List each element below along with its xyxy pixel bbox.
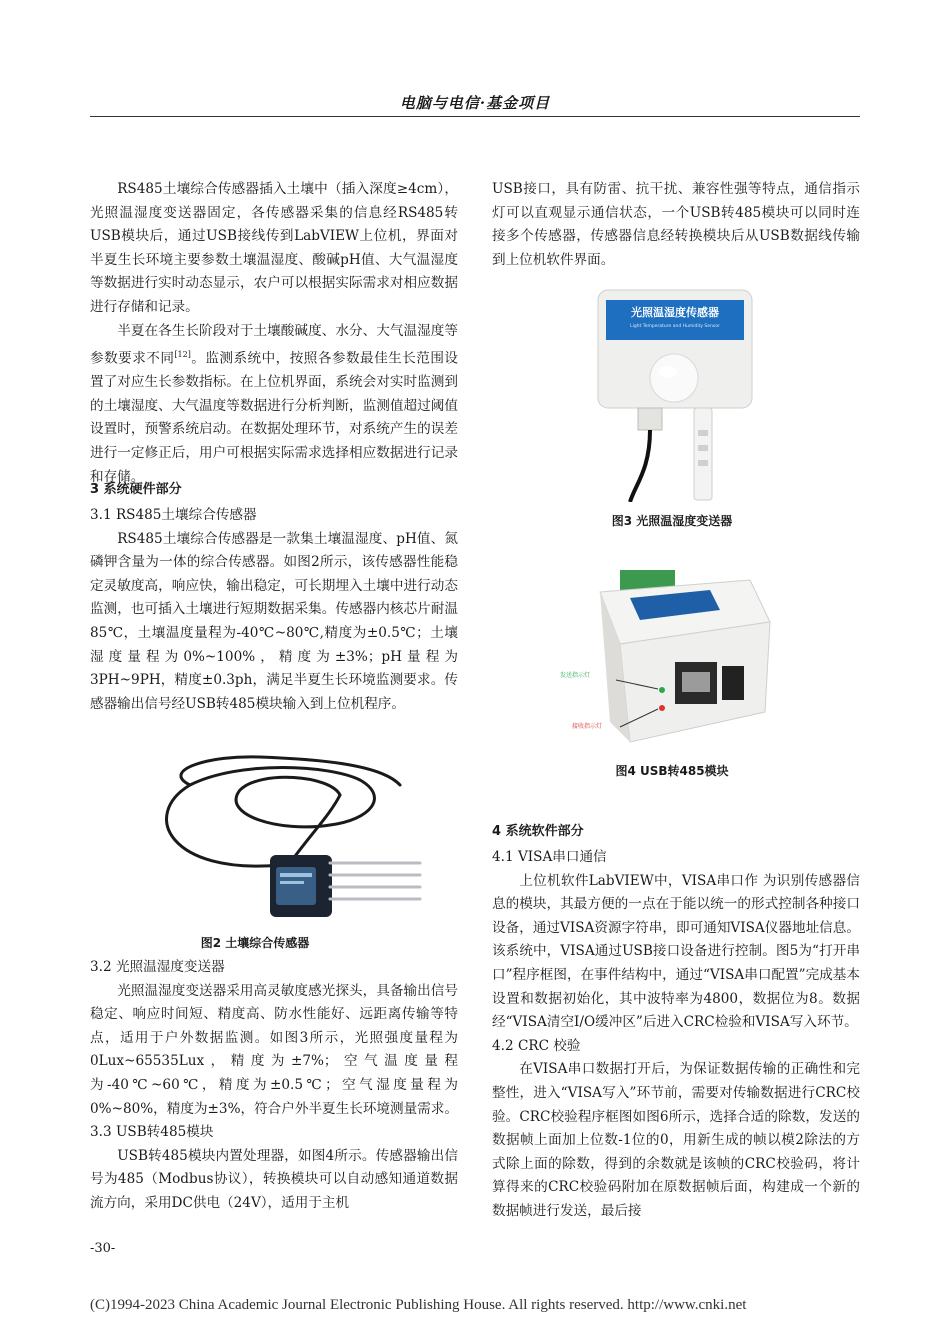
left-column-section-3-1 [90, 504, 458, 716]
right-column-top [492, 178, 860, 272]
section-3-heading: 3 系统硬件部分 [90, 482, 182, 497]
paragraph-pinellia-a: 半夏在各生长阶段对于土壤酸碱度、水分、大气温湿度等参数要求不同 [90, 322, 458, 367]
paragraph-soil-sensor: RS485土壤综合传感器是一款集土壤温湿度、pH值、氮磷钾含量为一体的综合传感器。如图2所示，该传感器性能稳定灵敏度高，响应快，输出稳定，可长期埋入土壤中进行动态监测，也可插入土壤进行短期数据采集。传感器内核芯片耐温85℃，土壤温度量程为-40℃~80℃,精度为±0.5℃；土壤湿度量程为0%~100%，精度为±3%；pH量程为3PH~9PH，精度±0.3ph，满足半夏生长环境监测要求。传感器输出信号经USB转485模块输入到上位机程序。 [90, 530, 458, 712]
figure-3-caption: 图3 光照温湿度变送器 [611, 514, 733, 528]
paragraph-usb-module: USB转485模块内置处理器，如图4所示。传感器输出信号为485（Modbus协议），转换模块可以自动感知通道数据流方向，采用DC供电（24V），适用于主机 [90, 1147, 458, 1211]
figure-3-panel-subtitle: Light Temperature and Humidity Sensor [630, 324, 720, 329]
section-3-3-heading: 3.3 USB转485模块 [90, 1124, 214, 1141]
paragraph-light-sensor: 光照温湿度变送器采用高灵敏度感光探头，具备输出信号稳定、响应时间短、精度高、防水性能好、远距离传输等特点，适用于户外数据监测。如图3所示，光照强度量程为0Lux~65535Lux，精度为±7%；空气温度量程为-40℃~60℃，精度为±0.5℃；空气湿度量程为0%~80%，精度为±3%，符合户外半夏生长环境测量需求。 [90, 982, 458, 1117]
tx-indicator-label: 发送指示灯 [560, 672, 591, 679]
section-3-1-heading: 3.1 RS485土壤综合传感器 [90, 507, 257, 523]
left-column-section-3-2 [90, 956, 458, 1216]
paragraph-crc: 在VISA串口数据打开后，为保证数据传输的正确性和完整性，进入“VISA写入”环节前，需要对传输数据进行CRC校验。CRC校验程序框图如图6所示，选择合适的除数，发送的数据帧上面加上位数-1位的0，用新生成的帧以模2除法的方式除上面的除数，得到的余数就是该帧的CRC校验码，将计算得来的CRC校验码附加在原数据帧后面，构建成一个新的数据帧进行发送，最后接 [492, 1061, 860, 1219]
figure-4-usb-module-image [560, 562, 778, 748]
paragraph-pinellia [90, 320, 458, 490]
soil-sensor-probes [330, 863, 420, 899]
rx-indicator-label: 接收指示灯 [572, 723, 603, 730]
journal-header: 电脑与电信·基金项目 [399, 94, 551, 112]
paragraph-usb-continued: USB接口，具有防雷、抗干扰、兼容性强等特点，通信指示灯可以直观显示通信状态，一个USB转485模块可以同时连接多个传感器，传感器信息经转换模块后从USB数据线传输到上位机软件界面。 [492, 181, 860, 268]
section-4-2-heading: 4.2 CRC 校验 [492, 1037, 581, 1054]
soil-sensor-body [270, 855, 332, 917]
section-4-1-heading: 4.1 VISA串口通信 [492, 849, 607, 865]
right-column-section-4 [492, 846, 860, 1224]
copyright-footer: (C)1994-2023 China Academic Journal Electronic Publishing House. All rights reserved. http://www.cnki.net [90, 1297, 747, 1313]
figure-2-soil-sensor-image [130, 745, 430, 927]
page-number: -30- [90, 1241, 116, 1256]
section-3-2-heading: 3.2 光照温湿度变送器 [90, 959, 225, 975]
figure-3-panel-title: 光照温湿度传感器 [631, 306, 719, 319]
header-rule [90, 116, 860, 117]
citation-ref: [12] [174, 350, 191, 360]
figure-4-caption: 图4 USB转485模块 [615, 764, 729, 778]
paragraph-pinellia-b: 。监测系统中，按照各参数最佳生长范围设置了对应生长参数指标。在上位机界面，系统会对实时监测到的土壤湿度、大气温度等数据进行分析判断，监测值超过阈值设置时，预警系统启动。在数据处理环节，对系统产生的误差进行一定修正后，用户可根据实际需求选择相应数据进行记录和存储。 [90, 350, 459, 485]
paragraph-intro: RS485土壤综合传感器插入土壤中（插入深度≥4cm），光照温湿度变送器固定，各传感器采集的信息经RS485转USB模块后，通过USB接线传到LabVIEW上位机，界面对半夏生长环境主要参数土壤温湿度、酸碱pH值、大气温湿度等数据进行实时动态显示，农户可以根据实际需求对相应数据进行存储和记录。 [90, 181, 458, 315]
section-4-heading: 4 系统软件部分 [492, 824, 584, 839]
left-column [90, 178, 458, 489]
figure-2-caption: 图2 土壤综合传感器 [200, 936, 310, 950]
paragraph-visa: 上位机软件LabVIEW中，VISA串口作 为识别传感器信息的模块，其最方便的一点在于能以统一的形式控制各种接口设备，通过VISA资源字符串，即可通知VISA仪器地址信息。该系统中，VISA通过USB接口设备进行控制。图5为“打开串口”程序框图，在事件结构中，通过“VISA串口配置”完成基本设置和数据初始化，其中波特率为4800，数据位为8。数据经“VISA清空I/O缓冲区”后进入CRC检验和VISA写入环节。 [492, 872, 860, 1031]
figure-3-light-sensor-image [590, 280, 760, 502]
